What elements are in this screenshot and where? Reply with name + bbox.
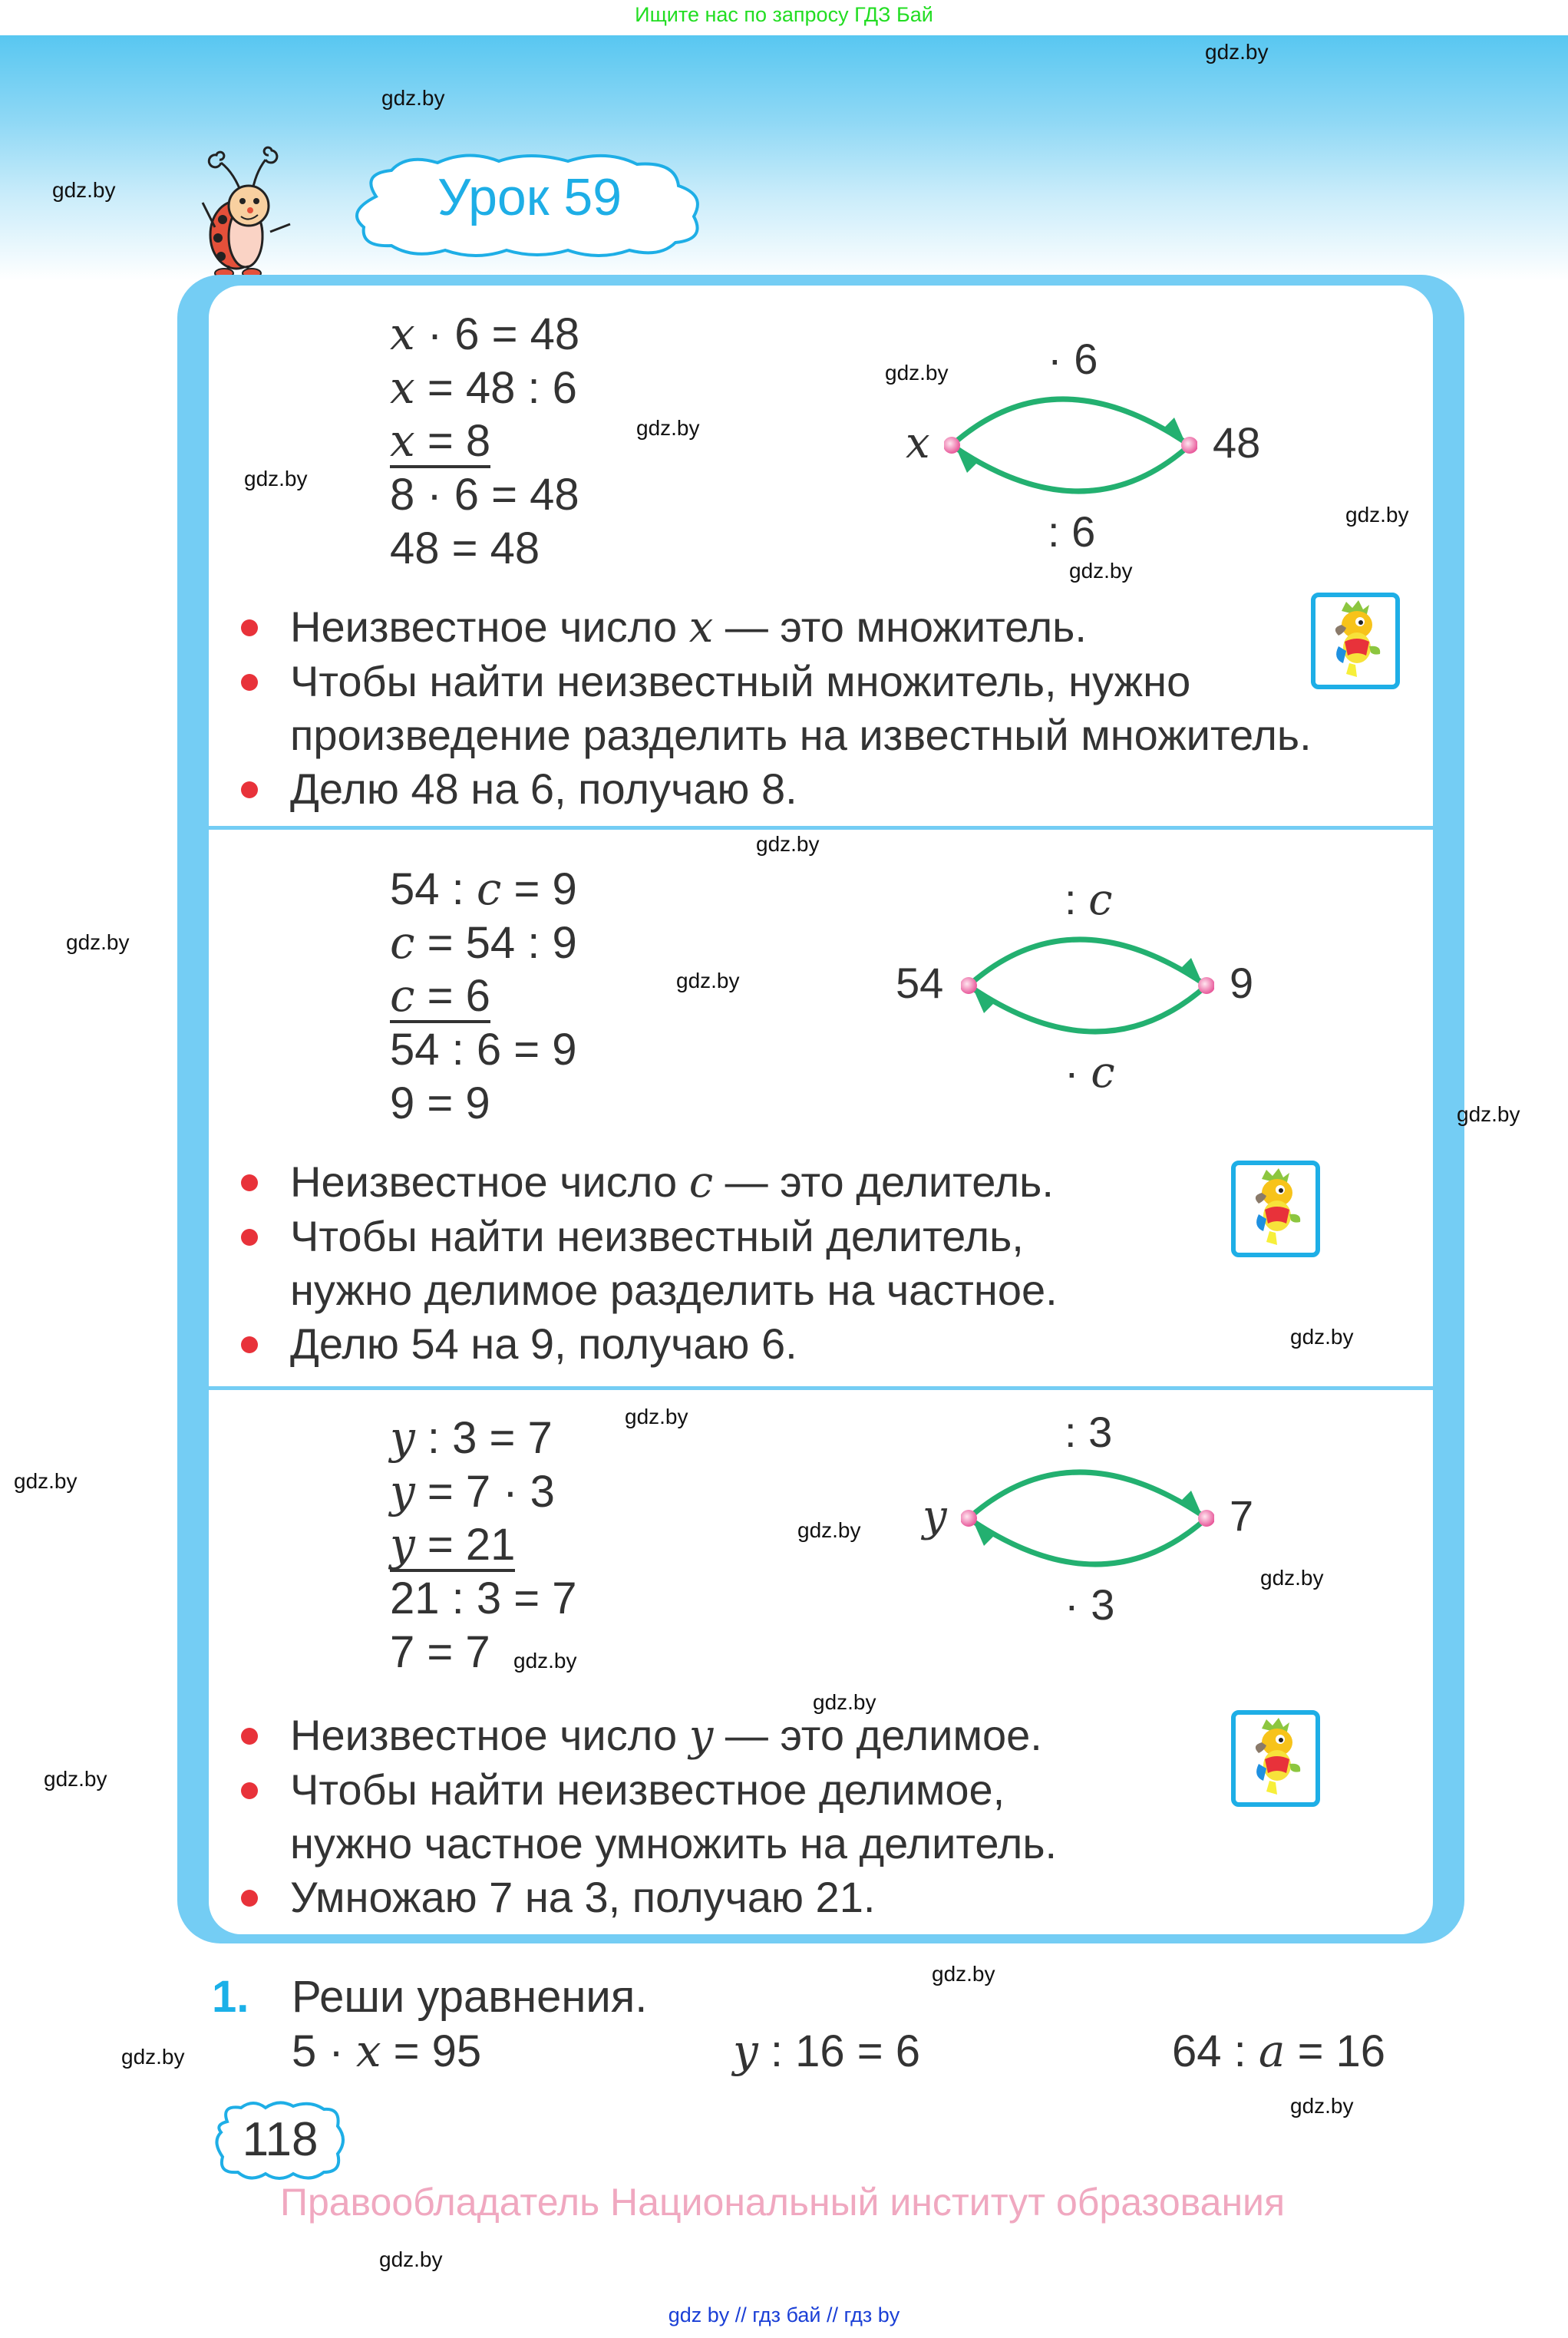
text-run: 6 [1074, 335, 1098, 383]
rule-text-continued: нужно делимое разделить на частное. [290, 1266, 1058, 1314]
rule-text [290, 1212, 1024, 1260]
solution-line [390, 1023, 577, 1077]
variable: x [390, 414, 415, 467]
bullet-dot-icon [241, 1229, 258, 1246]
equation-text [390, 1627, 490, 1677]
watermark-text: gdz.by [1290, 1325, 1354, 1349]
text-run: Умножаю 7 на 3, получаю 21. [290, 1873, 876, 1921]
solution-steps [390, 862, 577, 1131]
text-run: 21 : 3 = 7 [390, 1574, 577, 1623]
watermark-text: gdz.by [932, 1962, 995, 1986]
watermark-text: gdz.by [1260, 1566, 1324, 1590]
watermark-text: gdz.by [381, 86, 445, 110]
section-divider [209, 1386, 1433, 1390]
parrot-hint-icon [1231, 1710, 1320, 1807]
variable: x [355, 2025, 381, 2077]
variable: y [390, 1465, 415, 1517]
watermark-text: gdz.by [513, 1649, 577, 1673]
text-run: = 48 : 6 [414, 363, 577, 413]
ladybug-mascot-icon [198, 143, 298, 278]
text-run: 3 [1091, 1580, 1115, 1629]
rule-item [238, 1155, 1058, 1210]
watermark-text: gdz.by [1290, 2094, 1354, 2118]
solution-line [390, 522, 579, 576]
rule-text-continued: произведение разделить на известный множитель. [290, 711, 1312, 759]
task-equation-1 [292, 2025, 481, 2077]
backward-arrow-icon [969, 1518, 1207, 1564]
rule-list [238, 1709, 1057, 1924]
text-run: 48 = 48 [390, 523, 540, 573]
solution-line [390, 1465, 576, 1518]
watermark-text: gdz.by [244, 467, 308, 490]
watermark-text: gdz.by [885, 361, 949, 385]
rule-item [238, 1871, 1057, 1924]
task-instruction: Реши уравнения. [292, 1972, 648, 2022]
inverse-operation-diagram [961, 1434, 1214, 1603]
variable: c [476, 863, 502, 915]
lesson-title: Урок 59 [437, 168, 622, 226]
text-run: Неизвестное число [290, 1157, 689, 1206]
watermark-text: gdz.by [1345, 503, 1409, 527]
rule-text [290, 1765, 1005, 1814]
equation-text [390, 918, 577, 968]
text-run: · [1048, 335, 1074, 383]
diagram-right-node [1230, 958, 1253, 1008]
variable: c [1088, 875, 1113, 925]
rule-text [290, 657, 1190, 705]
backward-arrow-icon [952, 445, 1190, 491]
variable: c [390, 969, 415, 1022]
bullet-dot-icon [241, 1174, 258, 1191]
text-run: : 3 = 7 [414, 1413, 553, 1463]
text-run: 54 [896, 959, 944, 1007]
text-run: Чтобы найти неизвестный делитель, [290, 1212, 1024, 1260]
text-run: — это делитель. [713, 1157, 1054, 1206]
variable: x [906, 418, 930, 468]
equation-text [390, 523, 540, 573]
watermark-text: gdz.by [676, 969, 740, 992]
text-run: : [1048, 507, 1072, 556]
diagram-left-node [923, 1491, 947, 1541]
text-run: = 21 [414, 1520, 516, 1570]
node-dot-icon [1198, 977, 1214, 994]
equation-text [390, 309, 579, 359]
text-run: · [1065, 1580, 1091, 1629]
bullet-dot-icon [241, 1728, 258, 1745]
text-run: = 9 [501, 864, 577, 914]
variable: c [1091, 1048, 1115, 1098]
diagram-bottom-operation [1065, 1580, 1114, 1630]
rule-item [238, 600, 1312, 655]
text-run: = 7 · 3 [414, 1467, 555, 1517]
rule-list [238, 600, 1312, 816]
text-run: 9 = 9 [390, 1078, 490, 1128]
text-run: 48 [1213, 418, 1261, 467]
watermark-text: gdz.by [625, 1405, 688, 1428]
equation-text [390, 1467, 555, 1517]
forward-arrow-icon [969, 939, 1207, 986]
text-run: = 54 : 9 [414, 918, 577, 968]
text-run: Неизвестное число [290, 603, 689, 651]
arrowhead-icon [956, 448, 979, 473]
parrot-hint-icon [1231, 1161, 1320, 1257]
node-dot-icon [1198, 1510, 1214, 1527]
page-number: 118 [242, 2113, 319, 2166]
equation-text [390, 1574, 576, 1623]
diagram-left-node [896, 958, 943, 1008]
rule-text [290, 1711, 1042, 1759]
variable: y [688, 1711, 714, 1761]
watermark-text: gdz.by [636, 416, 700, 440]
watermark-text: gdz.by [1205, 40, 1269, 64]
arrowhead-icon [1179, 1491, 1202, 1515]
variable: x [390, 362, 415, 414]
text-run: = 8 [414, 416, 491, 466]
variable: x [688, 603, 714, 652]
inverse-operation-diagram [944, 361, 1197, 530]
rule-item [238, 655, 1312, 708]
rule-text-continued: нужно частное умножить на делитель. [290, 1819, 1058, 1867]
text-run: Делю 48 на 6, получаю 8. [290, 764, 797, 813]
text-run: : [1065, 875, 1089, 923]
variable: y [390, 1412, 415, 1464]
solution-line [390, 916, 577, 969]
watermark-text: gdz.by [1457, 1102, 1520, 1126]
inverse-operation-diagram [961, 901, 1214, 1070]
rule-item [238, 1210, 1058, 1263]
bullet-dot-icon [241, 781, 258, 798]
diagram-top-operation [1065, 1407, 1112, 1457]
solution-line [390, 414, 579, 468]
bullet-dot-icon [241, 619, 258, 636]
bullet-dot-icon [241, 1336, 258, 1353]
equation-text [390, 864, 577, 914]
watermark-text: gdz.by [797, 1518, 861, 1542]
text-run: 3 [1088, 1408, 1113, 1456]
diagram-bottom-operation [1065, 1047, 1115, 1098]
footer-links[interactable]: gdz by // гдз бай // гдз by [668, 2303, 900, 2326]
solution-line [390, 1411, 576, 1465]
solution-line [390, 468, 579, 522]
solution-line [390, 1518, 576, 1572]
text-run: 54 : [390, 864, 477, 914]
task-equation-2 [733, 2025, 920, 2077]
text-run: = 6 [414, 971, 490, 1021]
diagram-top-operation [1065, 874, 1113, 925]
variable: c [688, 1157, 714, 1207]
text-run: 9 [1230, 959, 1254, 1007]
answer-underlined [390, 1518, 516, 1572]
text-run: Чтобы найти неизвестное делимое, [290, 1765, 1005, 1814]
bullet-dot-icon [241, 674, 258, 691]
equation-text [390, 1078, 490, 1128]
copyright-notice: Правообладатель Национальный институт образования [280, 2181, 1286, 2224]
watermark-text: gdz.by [14, 1469, 78, 1493]
node-dot-icon [1181, 437, 1197, 454]
node-dot-icon [961, 977, 977, 994]
watermark-text: gdz.by [379, 2247, 443, 2271]
forward-arrow-icon [969, 1472, 1207, 1518]
text-run: — это делимое. [713, 1711, 1042, 1759]
text-run: = 16 [1285, 2026, 1386, 2076]
text-run: · 6 = 48 [414, 309, 580, 359]
text-run: Делю 54 на 9, получаю 6. [290, 1319, 797, 1368]
text-run: — это множитель. [713, 603, 1087, 651]
text-run: 7 [1230, 1491, 1254, 1540]
rule-list [238, 1155, 1058, 1371]
variable: x [390, 308, 415, 360]
variable: c [390, 916, 415, 969]
variable: y [923, 1491, 947, 1541]
diagram-bottom-operation [1048, 507, 1095, 556]
rule-item [238, 762, 1312, 816]
solution-steps [390, 307, 579, 576]
watermark-text: gdz.by [52, 178, 116, 202]
answer-underlined [390, 414, 491, 468]
watermark-text: gdz.by [756, 832, 820, 856]
backward-arrow-icon [969, 986, 1207, 1032]
arrowhead-icon [973, 1521, 996, 1546]
rule-text [290, 1873, 875, 1921]
diagram-left-node [906, 418, 930, 468]
variable: y [390, 1518, 415, 1570]
rule-text [290, 764, 797, 813]
watermark-text: gdz.by [44, 1767, 107, 1791]
rule-text [290, 1157, 1054, 1206]
arrowhead-icon [973, 989, 996, 1013]
text-run: 7 = 7 [390, 1627, 490, 1677]
watermark-text: gdz.by [1069, 559, 1133, 583]
solution-line [390, 862, 577, 916]
bullet-dot-icon [241, 1890, 258, 1907]
rule-text [290, 1319, 797, 1368]
solution-steps [390, 1411, 576, 1679]
text-run: : 16 = 6 [758, 2026, 920, 2076]
rule-text [290, 603, 1087, 651]
section-divider [209, 826, 1433, 830]
equation-text [390, 1025, 576, 1075]
diagram-right-node [1230, 1491, 1253, 1541]
text-run: 54 : 6 = 9 [390, 1025, 577, 1075]
variable: a [1258, 2025, 1286, 2077]
text-run: Неизвестное число [290, 1711, 689, 1759]
rule-item [238, 1709, 1057, 1763]
solution-line [390, 1572, 576, 1626]
parrot-hint-icon [1311, 593, 1400, 689]
task-equation-3 [1172, 2025, 1385, 2077]
task-number: 1. [212, 1972, 249, 2022]
text-run: 64 : [1172, 2026, 1259, 2076]
text-run: 6 [1071, 507, 1096, 556]
bullet-dot-icon [241, 1782, 258, 1799]
arrowhead-icon [1162, 418, 1185, 442]
rule-item [238, 1763, 1057, 1817]
node-dot-icon [944, 437, 960, 454]
text-run: = 95 [381, 2026, 482, 2076]
text-run: 8 · 6 = 48 [390, 470, 579, 520]
diagram-top-operation [1048, 334, 1098, 384]
watermark-text: gdz.by [813, 1690, 876, 1714]
solution-line [390, 1077, 577, 1131]
answer-underlined [390, 969, 490, 1023]
arrowhead-icon [1179, 958, 1202, 982]
equation-text [390, 363, 577, 413]
solution-line [390, 361, 579, 414]
watermark-text: gdz.by [66, 930, 130, 954]
forward-arrow-icon [952, 399, 1190, 445]
solution-line [390, 969, 577, 1023]
watermark-text: gdz.by [121, 2045, 185, 2069]
rule-item [238, 1317, 1058, 1371]
text-run: : [1065, 1408, 1089, 1456]
text-run: Чтобы найти неизвестный множитель, нужно [290, 657, 1191, 705]
solution-line [390, 307, 579, 361]
text-run: · [1065, 1048, 1091, 1096]
search-hint-banner[interactable]: Ищите нас по запросу ГДЗ Бай [635, 3, 933, 26]
node-dot-icon [961, 1510, 977, 1527]
equation-text [390, 470, 579, 520]
diagram-right-node [1213, 418, 1260, 467]
text-run: 5 · [292, 2026, 356, 2076]
equation-text [390, 1413, 553, 1463]
variable: y [733, 2025, 758, 2077]
